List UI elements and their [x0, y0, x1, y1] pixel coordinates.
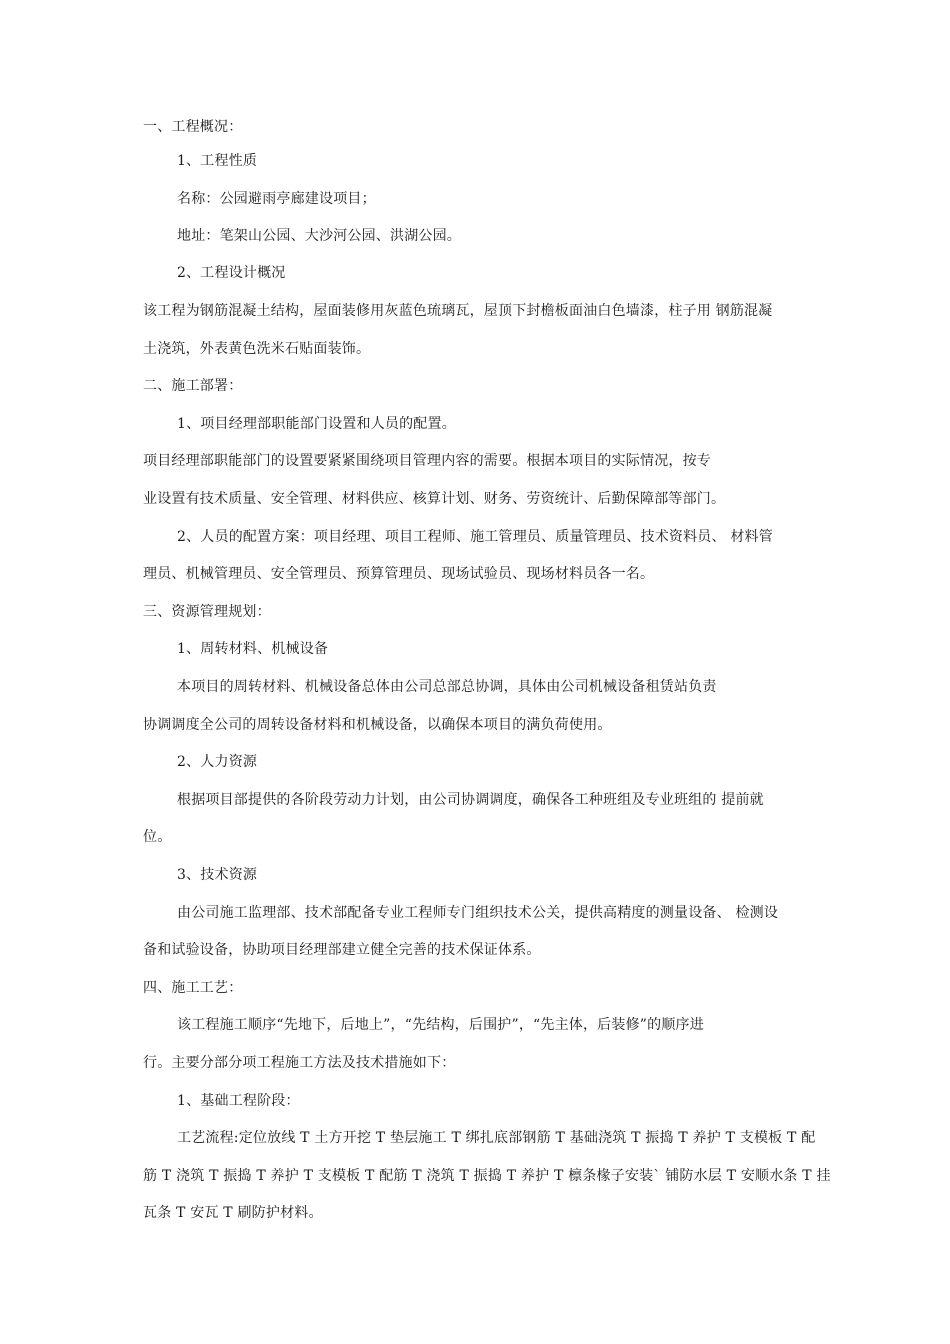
- body-line: 项目经理部职能部门的设置要紧紧围绕项目管理内容的需要。根据本项目的实际情况，按专: [143, 453, 711, 469]
- body-line: 本项目的周转材料、机械设备总体由公司总部总协调，具体由公司机械设备租赁站负责: [177, 679, 717, 695]
- body-line: 由公司施工监理部、技术部配备专业工程师专门组织技术公关，提供高精度的测量设备、 检测设: [177, 905, 779, 921]
- body-line: 该工程施工顺序“先地下，后地上”，“先结构，后围护”，“先主体，后装修”的顺序进: [177, 1017, 704, 1033]
- process-flow-line: 瓦条 T 安瓦 T 刷防护材料。: [143, 1205, 323, 1221]
- section-heading-deployment: 二、施工部署：: [143, 378, 243, 394]
- body-line: 该工程为钢筋混凝土结构，屋面装修用灰蓝色琉璃瓦，屋顶下封檐板面油白色墙漆，柱子用 钢筋混凝: [143, 303, 773, 319]
- subheading-departments: 1、项目经理部职能部门设置和人员的配置。: [177, 416, 456, 432]
- subheading-foundation-stage: 1、基础工程阶段：: [177, 1093, 300, 1109]
- project-name-line: 名称：公园避雨亭廊建设项目；: [177, 191, 376, 207]
- body-line: 协调调度全公司的周转设备材料和机械设备，以确保本项目的满负荷使用。: [143, 717, 612, 733]
- project-address-line: 地址：笔架山公园、大沙河公园、洪湖公园。: [177, 228, 461, 244]
- body-line: 行。主要分部分项工程施工方法及技术措施如下：: [143, 1055, 456, 1071]
- body-line: 理员、机械管理员、安全管理员、预算管理员、现场试验员、现场材料员各一名。: [143, 566, 655, 582]
- body-line: 土浇筑，外表黄色洗米石贴面装饰。: [143, 341, 371, 357]
- section-heading-process: 四、施工工艺：: [143, 980, 243, 996]
- subheading-human-resources: 2、人力资源: [177, 754, 258, 770]
- section-heading-overview: 一、工程概况：: [143, 119, 243, 135]
- subheading-materials: 1、周转材料、机械设备: [177, 641, 329, 657]
- process-flow-line: 筋 T 浇筑 T 振捣 T 养护 T 支模板 T 配筋 T 浇筑 T 振捣 T 养护 T 檩条椽子安装` 铺防水层 T 安顺水条 T 挂: [143, 1168, 831, 1184]
- process-flow-line: 工艺流程:定位放线 T 土方开挖 T 垫层施工 T 绑扎底部钢筋 T 基础浇筑 T 振捣 T 养护 T 支模板 T 配: [177, 1130, 816, 1146]
- body-line: 2、人员的配置方案：项目经理、项目工程师、施工管理员、质量管理员、技术资料员、 材料管: [177, 529, 773, 545]
- body-line: 备和试验设备，协助项目经理部建立健全完善的技术保证体系。: [143, 942, 541, 958]
- body-line: 根据项目部提供的各阶段劳动力计划，由公司协调调度，确保各工种班组及专业班组的 提前就: [177, 792, 764, 808]
- section-heading-resources: 三、资源管理规划：: [143, 604, 271, 620]
- body-line: 业设置有技术质量、安全管理、材料供应、核算计划、财务、劳资统计、后勤保障部等部门。: [143, 491, 726, 507]
- subheading-technical-resources: 3、技术资源: [177, 867, 258, 883]
- subheading-design-overview: 2、工程设计概况: [177, 265, 286, 281]
- body-line: 位。: [143, 829, 172, 845]
- subheading-project-nature: 1、工程性质: [177, 153, 258, 169]
